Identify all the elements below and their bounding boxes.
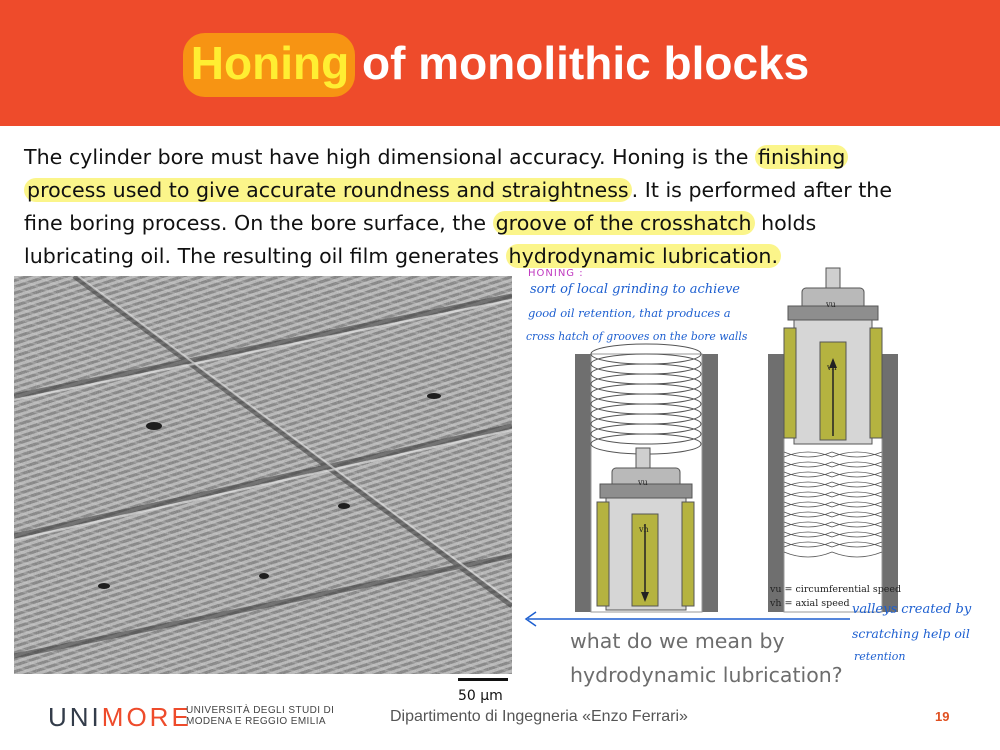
svg-text:vh: vh — [827, 363, 837, 372]
scale-bar — [458, 678, 508, 681]
body-line-3: fine boring process. On the bore surface, the groove of the crosshatch holds — [24, 211, 817, 235]
honing-label: HONING : — [528, 268, 584, 279]
highlight-finishing: finishing — [755, 145, 848, 169]
unimore-logo: UNIMORE — [48, 702, 192, 732]
body-line-4: lubricating oil. The resulting oil film generates hydrodynamic lubrication. — [24, 240, 979, 273]
note-line-1: sort of local grinding to achieve — [530, 282, 740, 297]
highlight-hydrodynamic: hydrodynamic lubrication. — [506, 244, 781, 268]
legend-line-2: vh = axial speed — [770, 598, 850, 609]
highlight-crosshatch: groove of the crosshatch — [493, 211, 755, 235]
title-highlight: Honing — [190, 37, 350, 89]
valleys-line-2: scratching help oil — [852, 626, 970, 641]
university-name: UNIVERSITÀ DEGLI STUDI DI MODENA E REGGIO EMILIA — [186, 705, 335, 727]
scale-label: 50 μm — [458, 688, 503, 704]
body-paragraph — [24, 141, 979, 273]
left-cylinder — [575, 344, 718, 612]
legend-line-1: vu = circumferential speed — [770, 584, 902, 595]
honing-diagram — [520, 262, 990, 618]
sem-micrograph — [14, 276, 512, 674]
honing-diagram-svg — [520, 262, 990, 618]
svg-text:vh: vh — [639, 525, 649, 534]
slide-title — [0, 36, 1000, 90]
valleys-line-1: valleys created by — [852, 602, 972, 617]
question-text — [570, 624, 843, 692]
note-line-3: cross hatch of grooves on the bore walls — [526, 330, 748, 343]
svg-text:vu: vu — [638, 478, 648, 487]
right-cylinder — [768, 268, 898, 612]
department-name: Dipartimento di Ingegneria «Enzo Ferrari» — [390, 708, 688, 725]
question-line-2: hydrodynamic lubrication? — [570, 663, 843, 687]
note-line-2: good oil retention, that produces a — [528, 306, 731, 320]
svg-text:vu: vu — [826, 300, 836, 309]
body-line-1: The cylinder bore must have high dimensional accuracy. Honing is the finishing — [24, 141, 979, 174]
valleys-line-3: retention — [854, 650, 906, 663]
page-number: 19 — [935, 709, 950, 724]
title-rest: of monolithic blocks — [349, 37, 810, 89]
sem-texture — [14, 276, 512, 674]
highlight-process: process used to give accurate roundness and straightness — [24, 178, 632, 202]
question-line-1: what do we mean by — [570, 629, 785, 653]
body-line-2: process used to give accurate roundness and straightness . It is performed after the — [24, 174, 979, 207]
